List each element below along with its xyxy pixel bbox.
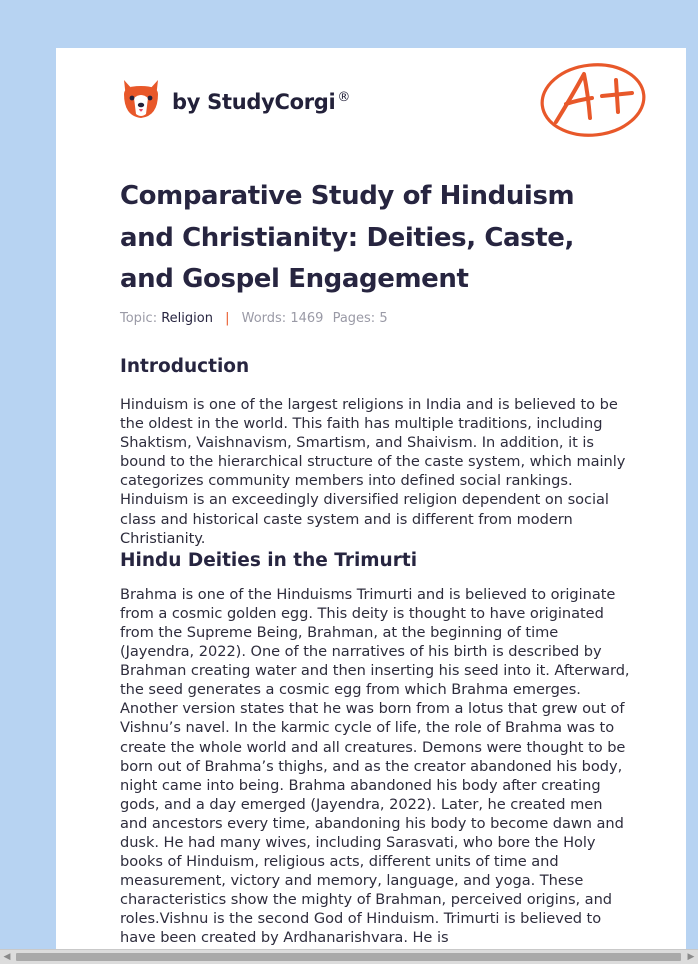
section-heading-introduction: Introduction [120,356,250,377]
document-meta [120,311,388,326]
a-plus-badge-icon [538,60,648,140]
section-heading-trimurti: Hindu Deities in the Trimurti [120,549,418,571]
studycorgi-logo[interactable] [120,76,350,122]
section-paragraph-introduction: Hinduism is one of the largest religions in India and is believed to be the oldest in the world. This faith has multiple traditions, including Shaktism, Vaishnavism, Smartism, and Shaivism. In addition, it is bound to the hierarchical structure of the caste system, which mainly categorizes community members into defined social rankings. Hinduism is an exceedingly diversified religion dependent on social class and historical caste system and is different from modern Christianity. [120,396,626,547]
scroll-right-arrow-icon[interactable]: ▶ [687,952,695,962]
corgi-logo-icon [120,76,162,122]
page-count: Pages: 5 [332,311,388,326]
document-body [120,351,632,948]
section-paragraph-trimurti: Brahma is one of the Hinduisms Trimurti and is believed to originate from a cosmic golden egg. This deity is thought to have originated from the Supreme Being, Brahman, at the beginning of time (Jayendra, 2022). One of the narratives of his birth is described by Brahman creating water and then inserting his seed into it. Afterward, the seed generates a cosmic egg from which Brahma emerges. Another version states that he was born from a lotus that grew out of Vishnu’s navel. In the karmic cycle of life, the role of Brahma was to create the whole world and all creatures. Demons were thought to be born out of Brahma’s thighs, and as the creator abandoned his body, night came into being. Brahma abandoned his body after creating gods, and a day emerged (Jayendra, 2022). Later, he created men and ancestors every time, abandoning his body to become dawn and dusk. He had many wives, including Sarasvati, who bore the Holy books of Hinduism, religious acts, different units of time and measurement, victory and memory, language, and yoga. These characteristics show the mighty of Brahman, perceived origins, and roles.Vishnu is the second God of Hinduism. Trimurti is believed to have been created by Ardhanarishvara. He is [120,585,630,947]
topic-link[interactable]: Religion [161,311,213,326]
topic-label: Topic: [120,311,158,326]
registered-mark: ® [337,90,351,105]
word-count: Words: 1469 [241,311,324,326]
logo-text: by StudyCorgi ® [172,90,351,114]
document-title: Comparative Study of Hinduism and Christianity: Deities, Caste, and Gospel Engagement [120,181,575,294]
horizontal-scrollbar[interactable] [0,949,698,964]
scrollbar-thumb[interactable] [16,953,681,961]
document-page [56,48,686,964]
meta-separator: | [225,311,230,326]
scroll-left-arrow-icon[interactable]: ◀ [3,952,11,962]
